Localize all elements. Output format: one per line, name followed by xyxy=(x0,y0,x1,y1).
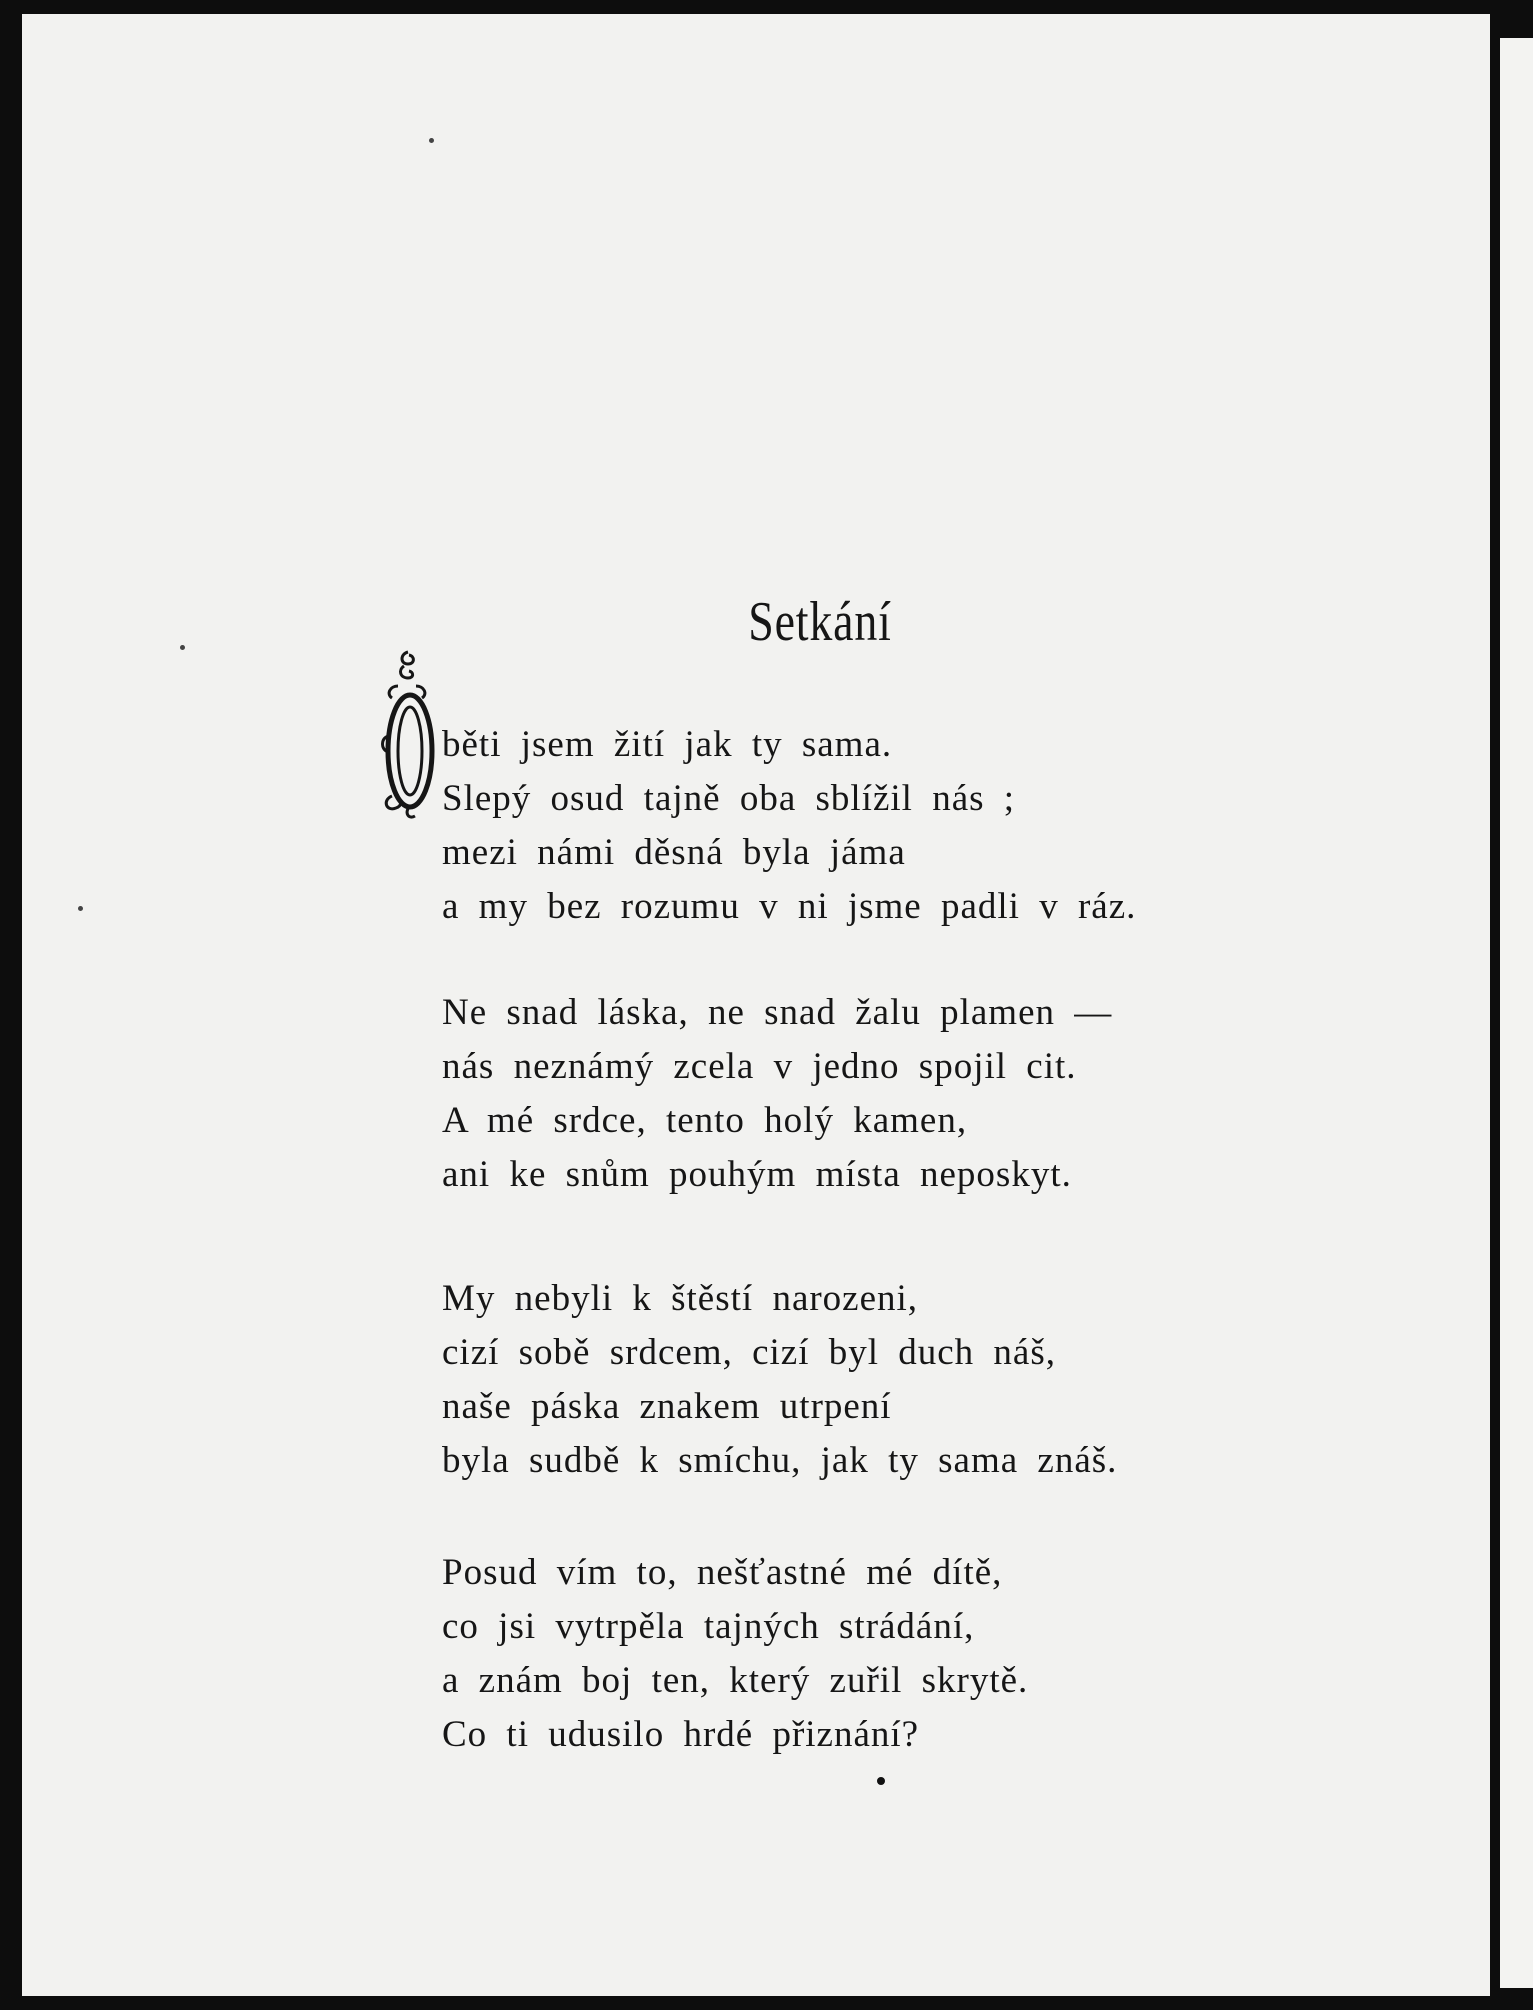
verse-line: a my bez rozumu v ni jsme padli v ráz. xyxy=(442,886,1137,927)
verse-line: nás neznámý zcela v jedno spojil cit. xyxy=(442,1046,1077,1087)
verse-line: co jsi vytrpěla tajných strádání, xyxy=(442,1606,975,1647)
verse-line: ani ke snům pouhým místa neposkyt. xyxy=(442,1154,1072,1195)
verse-line: Slepý osud tajně oba sblížil nás ; xyxy=(442,778,1016,819)
verse-line: Co ti udusilo hrdé přiznání? xyxy=(442,1714,920,1755)
verse-line: cizí sobě srdcem, cizí byl duch náš, xyxy=(442,1332,1056,1373)
verse-line: běti jsem žití jak ty sama. xyxy=(442,724,893,765)
verse-line: Ne snad láska, ne snad žalu plamen — xyxy=(442,992,1113,1033)
poem-title: Setkání xyxy=(748,591,892,653)
stanza-4 xyxy=(442,1546,1342,1762)
stanza-2 xyxy=(442,986,1342,1202)
verse-line: a znám boj ten, který zuřil skrytě. xyxy=(442,1660,1029,1701)
verse-line: mezi námi děsná byla jáma xyxy=(442,832,906,873)
verse-line: byla sudbě k smíchu, jak ty sama znáš. xyxy=(442,1440,1118,1481)
verse-line: Posud vím to, nešťastné mé dítě, xyxy=(442,1552,1003,1593)
stanza-3 xyxy=(442,1272,1342,1488)
verse-line: My nebyli k štěstí narozeni, xyxy=(442,1278,919,1319)
verse-line: A mé srdce, tento holý kamen, xyxy=(442,1100,968,1141)
verse-line: naše páska znakem utrpení xyxy=(442,1386,892,1427)
ornamental-initial-o xyxy=(380,646,442,826)
stanza-1 xyxy=(442,718,1342,934)
